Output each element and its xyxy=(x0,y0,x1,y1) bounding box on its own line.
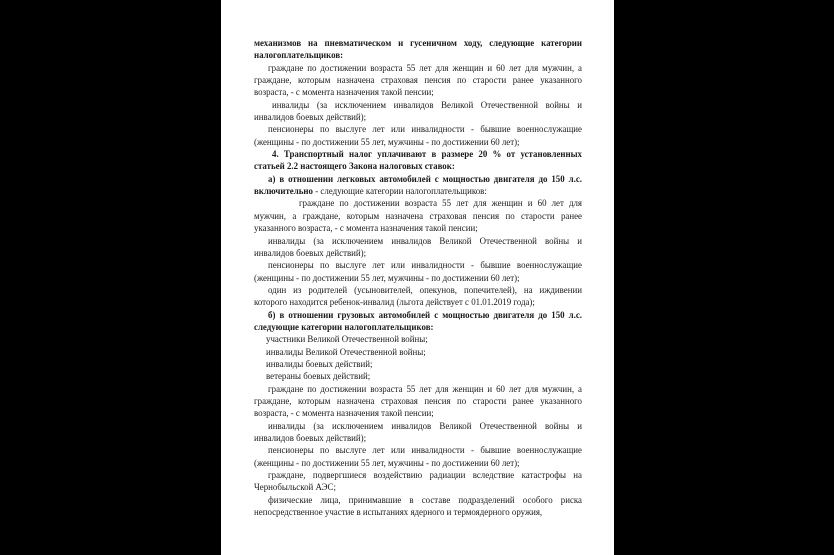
paragraph: инвалиды (за исключением инвалидов Великой Отечественной войны и инвалидов боевых действий); xyxy=(254,235,582,258)
list-item: участники Великой Отечественной войны; xyxy=(266,334,428,345)
subsection-heading: б) в отношении грузовых автомобилей с мощностью двигателя до 150 л.с. следующие категории налогоплательщиков: xyxy=(254,309,582,332)
section-heading: 4. Транспортный налог уплачивают в размере 20 % от установленных статьей 2.2 настоящего Закона налоговых ставок: xyxy=(254,149,582,172)
page-content xyxy=(254,37,582,518)
paragraph: пенсионеры по выслуге лет или инвалидности - бывшие военнослужащие (женщины - по достижении 55 лет, мужчины - по достижении 60 лет); xyxy=(254,445,582,468)
paragraph: пенсионеры по выслуге лет или инвалидности - бывшие военнослужащие (женщины - по достижении 55 лет, мужчины - по достижении 60 лет); xyxy=(254,260,582,283)
list-item: инвалиды Великой Отечественной войны; xyxy=(266,346,426,357)
paragraph: граждане по достижении возраста 55 лет для женщин и 60 лет для мужчин, а граждане, которым назначена страховая пенсия по старости ранее указанного возраста, - с момента назначения такой пенсии; xyxy=(254,62,582,98)
list-item: ветераны боевых действий; xyxy=(266,371,371,382)
paragraph: граждане по достижении возраста 55 лет для женщин и 60 лет для мужчин, а граждане, которым назначена страховая пенсия по старости ранее указанного возраста, - с момента назначения такой пенсии; xyxy=(254,383,582,419)
paragraph: граждане, подвергшиеся воздействию радиации вследствие катастрофы на Чернобыльской АЭС; xyxy=(254,470,582,493)
list-item: инвалиды боевых действий; xyxy=(266,358,373,369)
paragraph: физические лица, принимавшие в составе подразделений особого риска непосредственное участие в испытаниях ядерного и термоядерного оружия, xyxy=(254,494,582,518)
document-page[interactable] xyxy=(221,0,614,555)
paragraph-heading-continuation: механизмов на пневматическом и гусеничном ходу, следующие категории налогоплательщиков: xyxy=(254,38,582,61)
paragraph: пенсионеры по выслуге лет или инвалидности - бывшие военнослужащие (женщины - по достижении 55 лет, мужчины - по достижении 60 лет); xyxy=(254,124,582,147)
paragraph: инвалиды (за исключением инвалидов Великой Отечественной войны и инвалидов боевых действий); xyxy=(254,99,582,123)
paragraph: граждане по достижении возраста 55 лет для женщин и 60 лет для мужчин, а граждане, которым назначена страховая пенсия по старости ранее указанного возраста, - с момента назначения такой пенсии; xyxy=(254,198,582,234)
subsection-heading-rest: - следующие категории налогоплательщиков: xyxy=(312,186,487,197)
subsection-heading-bold: а) в отношении легковых автомобилей с мощностью двигателя до 150 л.с. включительно xyxy=(254,173,582,197)
subsection-heading xyxy=(254,173,582,198)
paragraph: инвалиды (за исключением инвалидов Великой Отечественной войны и инвалидов боевых действий); xyxy=(254,420,582,443)
paragraph: один из родителей (усыновителей, опекунов, попечителей), на иждивении которого находится ребенок-инвалид (льгота действует с 01.01.2019 года); xyxy=(254,284,582,308)
